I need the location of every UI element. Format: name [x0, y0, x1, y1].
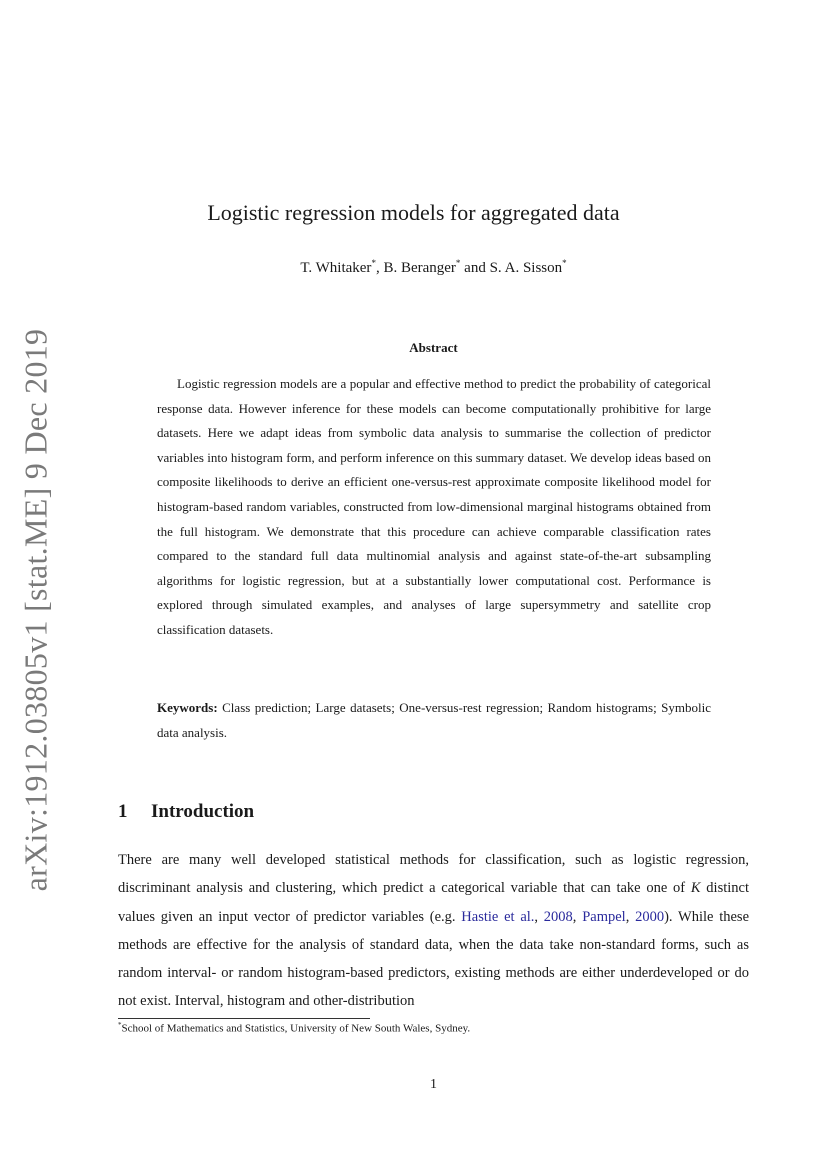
page-number: 1 [430, 1077, 437, 1092]
abstract-text: Logistic regression models are a popular and effective method to predict the probability of categorical response data. However inference for these models can become computationally prohibitive for large datasets. Here we adapt ideas from symbolic data analysis to summarise the collection of predictor variables into histogram form, and perform inference on this summary dataset. We develop ideas based on composite likelihoods to derive an efficient one-versus-rest approximate composite likelihood model for histogram-based random variables, constructed from low-dimensional marginal histograms obtained from the full histogram. We demonstrate that this procedure can achieve comparable classification rates compared to the standard full data multinomial analysis and against state-of-the-art subsampling algorithms for logistic regression, but at a substantially lower computational cost. Performance is explored through simulated examples, and analyses of large supersymmetry and satellite crop classification datasets. [157, 376, 711, 637]
citation-pampel[interactable]: Pampel [582, 908, 626, 925]
intro-text: ). While these methods are effective for the analysis of standard data, when the data take non-standard forms, such as random interval- or random histogram-based predictors, existing methods are either underdeveloped or do not exist. Interval, histogram and other-distribution [118, 908, 750, 1010]
footnote [118, 1021, 470, 1035]
citation-pampel-year[interactable]: 2000 [635, 908, 665, 925]
keywords-label: Keywords: [157, 700, 218, 715]
intro-text: distinct values given an input vector of predictor variables (e.g. [118, 880, 749, 925]
intro-text: , [534, 908, 544, 925]
arxiv-identifier: arXiv:1912.03805v1 [stat.ME] 9 Dec 2019 [17, 328, 54, 892]
section-heading [118, 801, 254, 823]
author-separator: and [460, 260, 490, 276]
citation-hastie-year[interactable]: 2008 [543, 908, 573, 925]
intro-text: There are many well developed statistical methods for classification, such as logistic regression, discriminant analysis and clustering, which predict a categorical variable that can take one of [118, 852, 749, 897]
footnote-text: School of Mathematics and Statistics, University of New South Wales, Sydney. [121, 1022, 471, 1035]
keywords-text: Class prediction; Large datasets; One-versus-rest regression; Random histograms; Symbolic data analysis. [157, 700, 712, 740]
author-affiliation-mark: * [371, 258, 376, 268]
keywords [157, 696, 711, 745]
paper-title: Logistic regression models for aggregated data [207, 200, 620, 225]
author-whitaker: T. Whitaker [300, 260, 372, 276]
citation-hastie[interactable]: Hastie et al. [461, 908, 535, 925]
author-affiliation-mark: * [562, 258, 567, 268]
section-title: Introduction [151, 801, 255, 822]
section-number: 1 [118, 801, 128, 822]
intro-text: , [625, 908, 636, 925]
math-variable-k: K [690, 880, 701, 897]
author-sisson: S. A. Sisson [489, 260, 563, 276]
footnote-mark: * [118, 1021, 122, 1029]
footnote-rule [118, 1018, 370, 1019]
introduction-paragraph [118, 846, 749, 1016]
abstract-heading: Abstract [409, 340, 458, 355]
intro-text: , [572, 908, 583, 925]
author-affiliation-mark: * [455, 258, 461, 268]
author-beranger: B. Beranger [383, 260, 456, 276]
author-list: T. Whitaker*, B. Beranger* and S. A. Sisson* [300, 258, 567, 276]
